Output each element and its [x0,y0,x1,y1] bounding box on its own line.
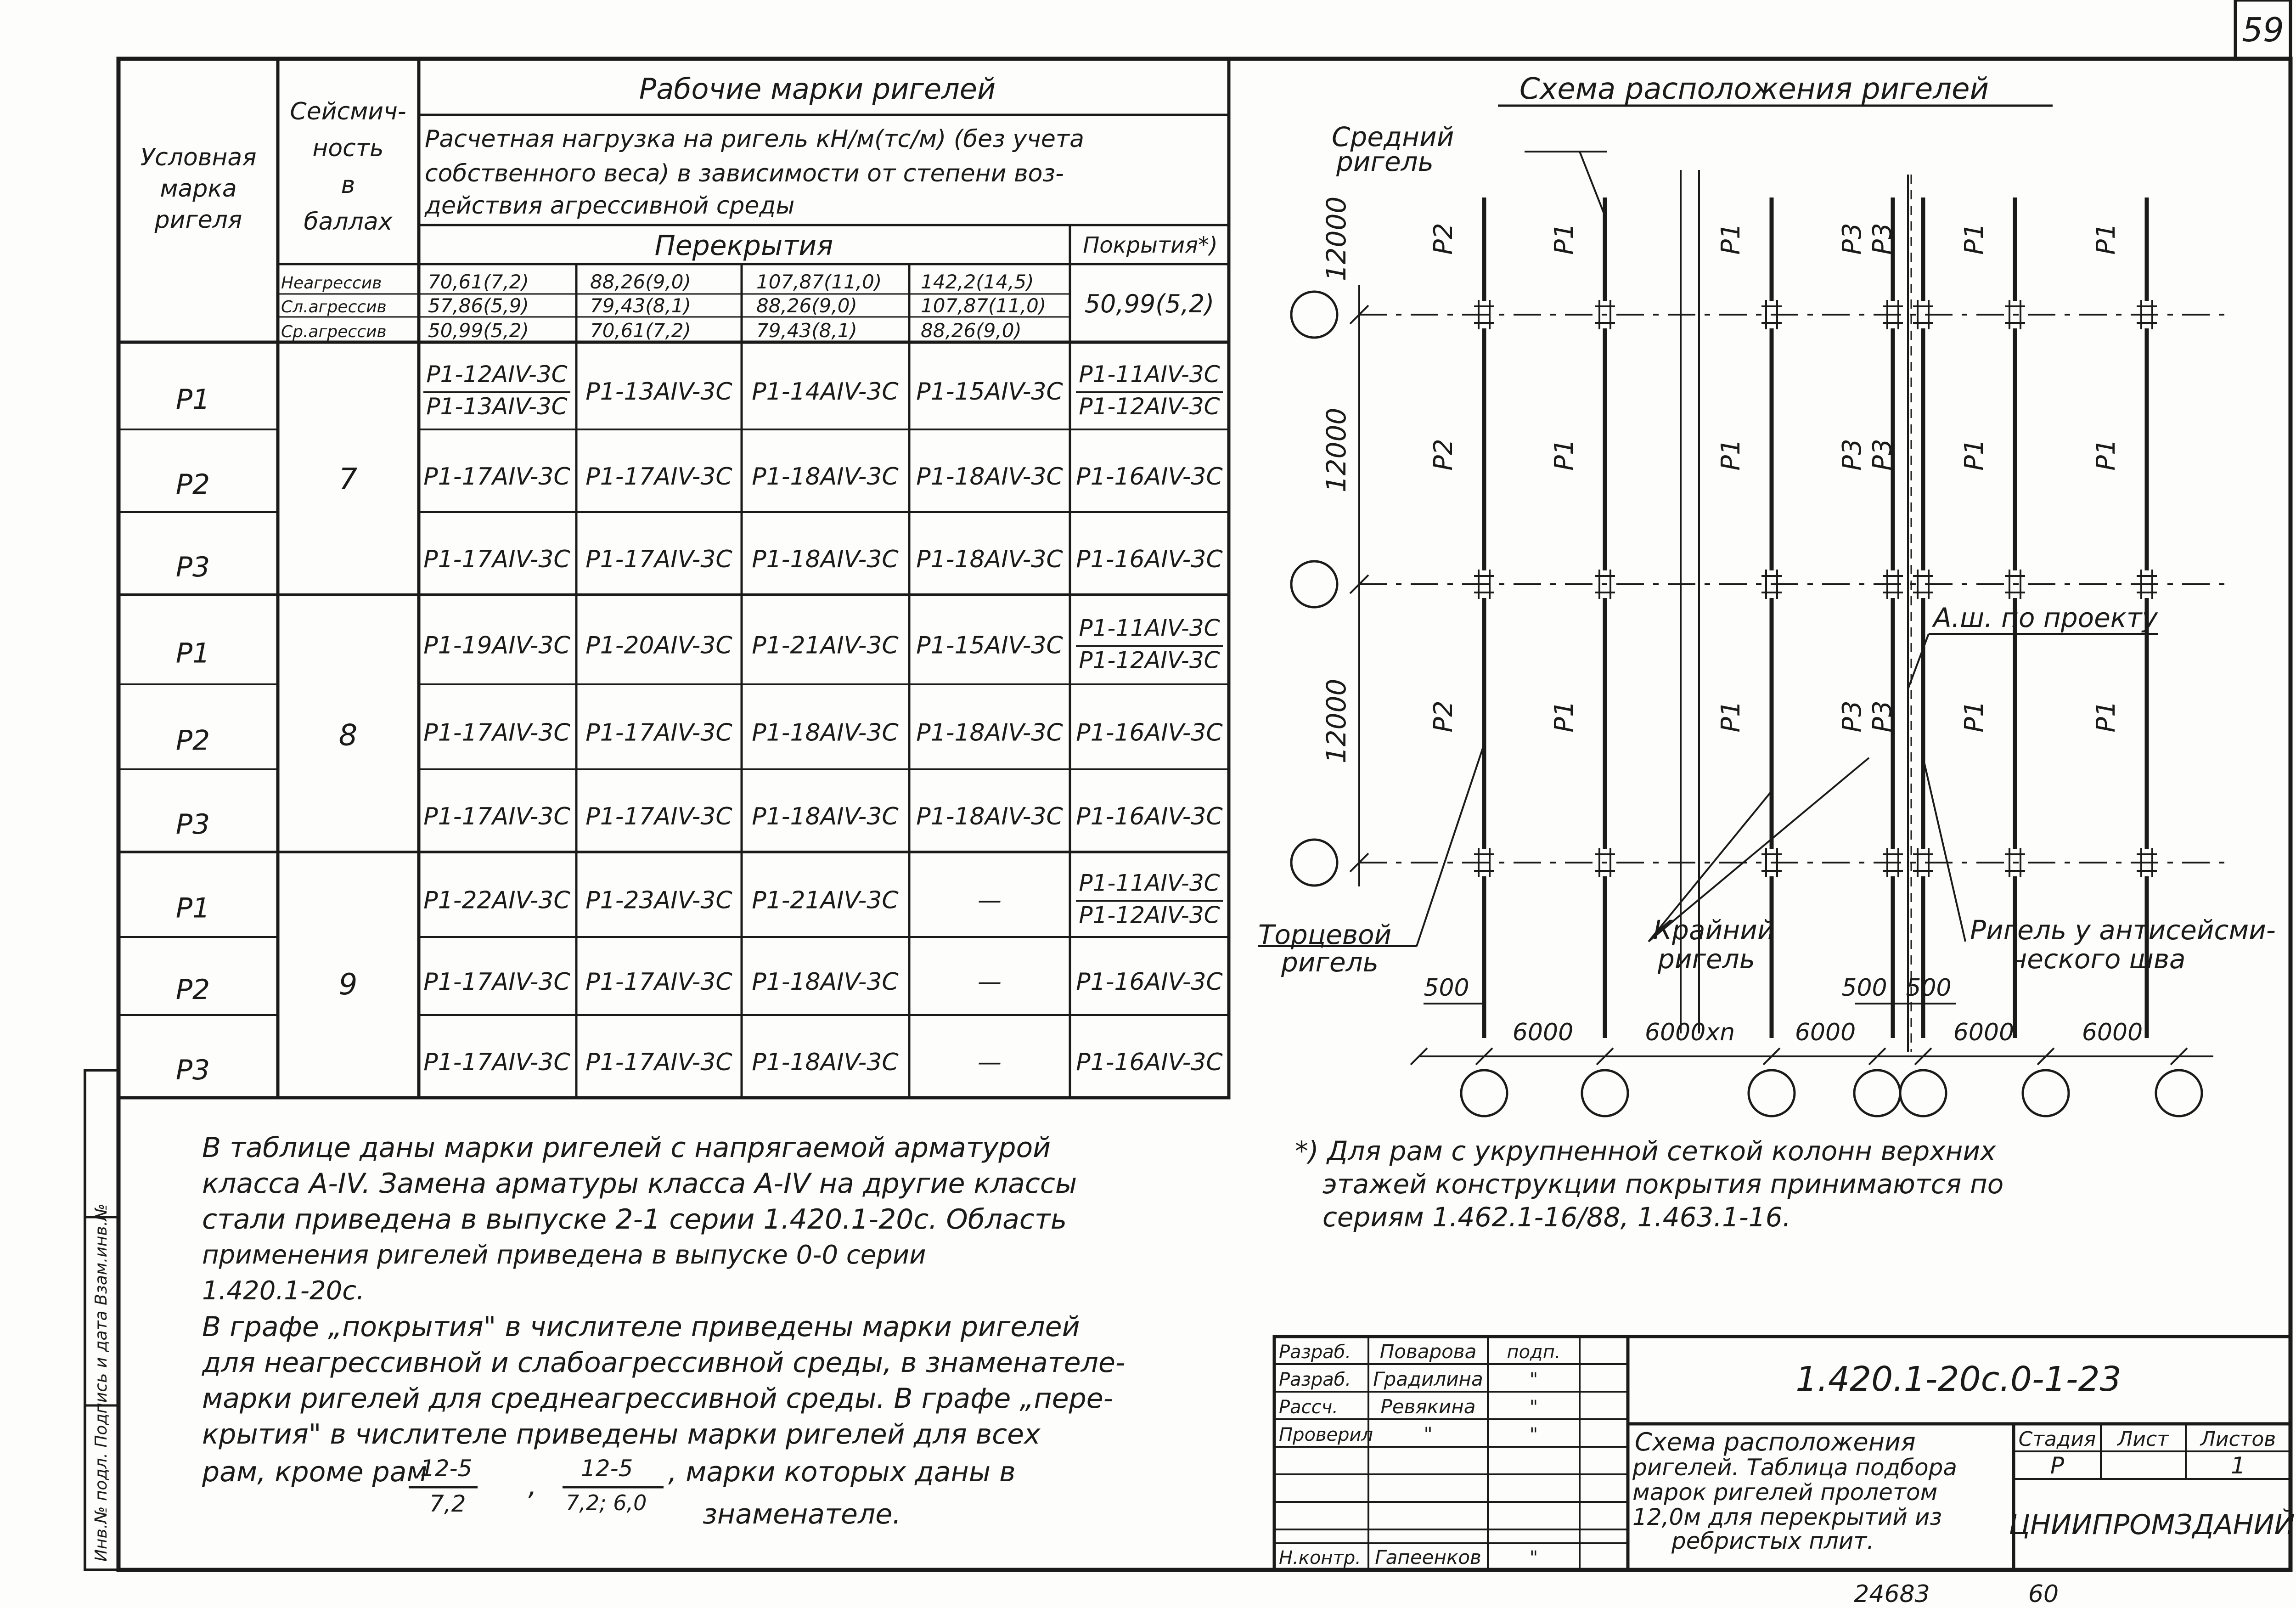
beam-label: Р1 [1716,223,1746,255]
rebar-mark: Р1-17АIV-3С [585,968,732,996]
desc-line-3: марок ригелей пролетом [1632,1479,1938,1506]
label-seismic-beam-1: Ригель у антисейсми- [1970,914,2276,946]
leader-line [1580,152,1605,216]
axis-bubble [1291,292,1337,338]
rebar-mark: Р1-18АIV-3С [752,968,899,996]
load-value: 70,61(7,2) [428,271,529,293]
env-label: Сл.агрессив [281,298,387,316]
overlap-header: Перекрытия [654,230,833,262]
rebar-mark: Р1-17АIV-3С [423,1049,570,1076]
desc-line-2: ригелей. Таблица подбора [1632,1454,1957,1481]
env-label: Ср.агрессив [281,322,387,341]
beam-label: Р2 [1429,223,1458,255]
beam-label: Р2 [1429,700,1458,733]
fraction-1-denominator: 7,2 [429,1490,466,1517]
note-line: В таблице даны марки ригелей с напрягаемой арматурой [202,1132,1051,1164]
bay-dimension: 6000 [1795,1019,1856,1046]
beam-label: Р2 [1429,439,1458,471]
beam-label: Р1 [1716,700,1746,733]
load-desc-1: Расчетная нагрузка на ригель кН/м(тс/м) (без учета [425,125,1084,153]
label-middle-beam-1: Средний [1332,121,1454,152]
beam-label: Р3 [1868,700,1897,733]
staff-role: Разраб. [1279,1342,1351,1363]
rebar-mark: Р1-18АIV-3С [916,546,1063,573]
sheet-format: 60 [2028,1580,2059,1608]
staff-sign: подп. [1507,1342,1561,1363]
span-label: 12000 [1321,678,1352,764]
rebar-mark: Р1-16АIV-3С [1076,968,1223,996]
title-block-staff [1279,1340,1561,1569]
rebar-mark-den: Р1-12АIV-3С [1079,393,1220,420]
beam-label: Р1 [1549,700,1579,733]
bay-dimension: 6000 [1512,1019,1574,1046]
rebar-mark: Р1-18АIV-3С [752,719,899,747]
beam-label: Р1 [2091,700,2121,733]
note-line: стали приведена в выпуске 2-1 серии 1.420.1-20с. Область [202,1203,1067,1236]
row-mark: Р1 [175,892,210,925]
rebar-mark: Р1-16АIV-3С [1076,1049,1223,1076]
footnote-line: *) Для рам с укрупненной сеткой колонн верхних [1295,1135,1996,1167]
note-line: применения ригелей приведена в выпуске 0-0 серии [202,1240,926,1270]
beam-label: Р1 [1959,223,1989,255]
rebar-mark: Р1-21АIV-3С [752,886,899,914]
rebar-mark: Р1-16АIV-3С [1076,463,1223,491]
inventory-number: 24683 [1854,1580,1930,1608]
beam-label: Р3 [1868,223,1897,255]
stage-value: Р [2050,1452,2065,1479]
rebar-mark: Р1-17АIV-3С [423,463,570,491]
stage-header: Стадия [2018,1427,2096,1451]
leader-line [1417,744,1484,946]
cover-header: Покрытия*) [1083,232,1218,258]
row-mark: Р3 [175,551,210,583]
row-mark: Р2 [175,724,210,757]
note-paragraph-1 [202,1130,1077,1309]
beam-layout-scheme [1258,72,2276,1116]
axis-bubble [1461,1070,1507,1116]
label-seismic-beam-2: ческого шва [2011,943,2186,975]
header-seismic: Сейсмич-ность в баллах [290,98,406,236]
title-block-rows [1274,1364,1628,1543]
staff-role: Н.контр. [1279,1547,1361,1569]
row-mark: Р2 [175,468,210,501]
bay-dimension: 6000 [2082,1019,2143,1046]
load-value: 142,2(14,5) [921,271,1034,293]
load-value: 79,43(8,1) [590,294,691,317]
note-tail: знаменателе. [703,1498,901,1530]
rebar-mark: Р1-17АIV-3С [423,719,570,747]
page-number: 59 [2242,11,2284,49]
row-mark: Р1 [175,384,210,416]
note-last-line-pre: рам, кроме рам [202,1456,428,1488]
title-block [1274,1337,2295,1570]
header-title: Рабочие марки ригелей [639,72,996,106]
beam-label: Р1 [1549,439,1579,471]
staff-role: Разраб. [1279,1369,1351,1390]
note-line: для неагрессивной и слабоагрессивной среды, в знаменателе- [202,1347,1125,1379]
span-label: 12000 [1321,407,1352,493]
rebar-mark: Р1-23АIV-3С [585,886,732,914]
rebar-mark: Р1-18АIV-3С [752,1049,899,1076]
fraction-separator: , [528,1470,537,1502]
rebar-mark: Р1-18АIV-3С [916,719,1063,747]
beam-label: Р1 [1549,223,1579,255]
load-value: 88,26(9,0) [590,271,691,293]
offset-dimension: 500 [1841,974,1887,1002]
sheets-value: 1 [2231,1452,2245,1479]
label-end-beam-1: Торцевой [1258,919,1392,950]
rebar-mark: Р1-15АIV-3С [916,378,1063,406]
staff-name: Ревякина [1380,1395,1476,1418]
staff-sign: " [1529,1547,1538,1569]
load-value: 107,87(11,0) [921,294,1047,317]
rebar-mark: Р1-18АIV-3С [916,803,1063,830]
rebar-mark: Р1-14АIV-3С [752,378,899,406]
desc-line-4: 12,0м для перекрытий из [1632,1504,1942,1530]
sheets-header: Листов [2200,1427,2276,1451]
document-code: 1.420.1-20с.0-1-23 [1795,1360,2122,1399]
label-edge-beam-1: Крайний [1653,914,1775,946]
note-line: класса А-IV. Замена арматуры класса А-IV на другие классы [202,1168,1077,1200]
fraction-1-numerator: 12-5 [420,1455,473,1482]
rebar-mark: Р1-17АIV-3С [423,968,570,996]
note-line: 1.420.1-20с. [202,1276,365,1306]
load-value: 107,87(11,0) [756,271,882,293]
beam-label: Р1 [1959,700,1989,733]
load-value: 57,86(5,9) [428,294,529,317]
fraction-2-denominator: 7,2; 6,0 [566,1490,647,1515]
scheme-title: Схема расположения ригелей [1519,72,1989,106]
offset-dimension: 500 [1424,974,1469,1002]
row-seismic: 8 [338,718,358,753]
rebar-mark: Р1-17АIV-3С [423,546,570,573]
load-value: 50,99(5,2) [428,319,529,342]
beam-label: Р3 [1868,439,1897,471]
rebar-mark: Р1-17АIV-3С [585,546,732,573]
side-stamp: Инв.№ подл. Подпись и дата Взам.инв.№ [92,1203,111,1562]
rebar-mark-den: Р1-12АIV-3С [1079,902,1220,929]
footnote-line: сериям 1.462.1-16/88, 1.463.1-16. [1322,1202,1791,1233]
rebar-mark: Р1-18АIV-3С [752,803,899,830]
row-seismic: 7 [338,463,358,497]
rebar-mark-num: Р1-12АIV-3С [426,361,568,388]
rebar-mark: Р1-19АIV-3С [423,632,570,660]
row-mark: Р3 [175,1054,210,1086]
note-last-line-post: , марки которых даны в [668,1456,1016,1488]
staff-name: Гапеенков [1375,1546,1481,1569]
rebar-mark: — [978,1049,1002,1076]
staff-sign: " [1529,1369,1538,1390]
rebar-mark: Р1-13АIV-3С [585,378,732,406]
rebar-mark: Р1-18АIV-3С [916,463,1063,491]
axis-bubble [1291,561,1337,607]
rebar-mark: Р1-15АIV-3С [916,632,1063,660]
axis-bubble [1582,1070,1628,1116]
axis-bubble [1854,1070,1900,1116]
rebar-mark: Р1-16АIV-3С [1076,719,1223,747]
beam-label: Р3 [1837,700,1867,733]
rebar-mark: Р1-17АIV-3С [585,719,732,747]
note-line: марки ригелей для среднеагрессивной среды. В графе „пере- [202,1382,1114,1415]
rebar-mark-num: Р1-11АIV-3С [1079,869,1220,897]
axis-bubble [1291,840,1337,886]
row-seismic: 9 [338,968,358,1002]
rebar-mark-den: Р1-13АIV-3С [426,393,568,420]
rebar-mark: Р1-17АIV-3С [585,463,732,491]
note-paragraph-2 [202,1309,1125,1452]
load-desc-3: действия агрессивной среды [425,192,795,220]
load-value: 70,61(7,2) [590,319,691,342]
footnote-line: этажей конструкции покрытия принимаются по [1322,1168,2004,1200]
note-line: В графе „покрытия" в числителе приведены марки ригелей [202,1311,1080,1343]
staff-sign: " [1529,1424,1538,1445]
load-value: 79,43(8,1) [756,319,857,342]
span-label: 12000 [1321,196,1352,282]
axis-bubble [1749,1070,1795,1116]
staff-name: " [1424,1423,1433,1445]
rebar-mark: — [978,968,1002,996]
desc-line-5: ребристых плит. [1671,1528,1874,1554]
offset-dimension: 500 [1906,974,1952,1002]
label-middle-beam-2: ригель [1336,146,1434,177]
label-edge-beam-2: ригель [1658,943,1755,975]
rebar-mark: Р1-22АIV-3С [423,886,570,914]
axis-bubble [2023,1070,2069,1116]
row-mark: Р1 [175,637,210,670]
beam-label: Р1 [1959,439,1989,471]
fraction-2-numerator: 12-5 [581,1455,633,1482]
bay-dimension: 6000 [1953,1019,2015,1046]
beam-label: Р3 [1837,223,1867,255]
load-desc-2: собственного веса) в зависимости от степени воз- [425,160,1064,187]
label-end-beam-2: ригель [1281,947,1379,978]
rebar-mark-num: Р1-11АIV-3С [1079,615,1220,642]
footnote [1295,1134,2003,1234]
cover-load: 50,99(5,2) [1084,289,1215,318]
staff-name: Градилина [1373,1368,1483,1390]
organization: ЦНИИПРОМЗДАНИЙ [2009,1509,2295,1541]
staff-sign: " [1529,1397,1538,1418]
load-value: 88,26(9,0) [921,319,1022,342]
load-value: 88,26(9,0) [756,294,857,317]
env-label: Неагрессив [281,274,382,293]
desc-line-1: Схема расположения [1635,1427,1916,1456]
note-line: крытия" в числителе приведены марки ригелей для всех [202,1418,1041,1450]
rebar-mark: Р1-16АIV-3С [1076,803,1223,830]
row-mark: Р3 [175,808,210,841]
axis-bubble [1900,1070,1946,1116]
rebar-mark: Р1-20АIV-3С [585,632,732,660]
rebar-table [118,59,1229,1098]
rebar-mark: Р1-17АIV-3С [585,1049,732,1076]
rebar-mark: Р1-21АIV-3С [752,632,899,660]
beam-label: Р1 [1716,439,1746,471]
rebar-mark: Р1-18АIV-3С [752,546,899,573]
rebar-mark: — [978,886,1002,914]
header-mark: Условная марка ригеля [140,144,257,234]
rebar-mark-den: Р1-12АIV-3С [1079,647,1220,674]
rebar-mark: Р1-17АIV-3С [423,803,570,830]
sheet-header: Лист [2117,1427,2169,1451]
staff-role: Рассч. [1279,1397,1338,1418]
rebar-mark-num: Р1-11АIV-3С [1079,361,1220,388]
axis-bubble [2156,1070,2202,1116]
beam-label: Р3 [1837,439,1867,471]
bay-dimension: 6000хn [1644,1019,1735,1046]
rebar-mark: Р1-16АIV-3С [1076,546,1223,573]
label-joint: А.ш. по проекту [1933,602,2158,633]
rebar-mark: Р1-18АIV-3С [752,463,899,491]
beam-label: Р1 [2091,439,2121,471]
rebar-mark: Р1-17АIV-3С [585,803,732,830]
staff-name: Поварова [1379,1340,1477,1363]
beam-label: Р1 [2091,223,2121,255]
staff-role: Проверил [1279,1424,1373,1445]
row-mark: Р2 [175,974,210,1006]
